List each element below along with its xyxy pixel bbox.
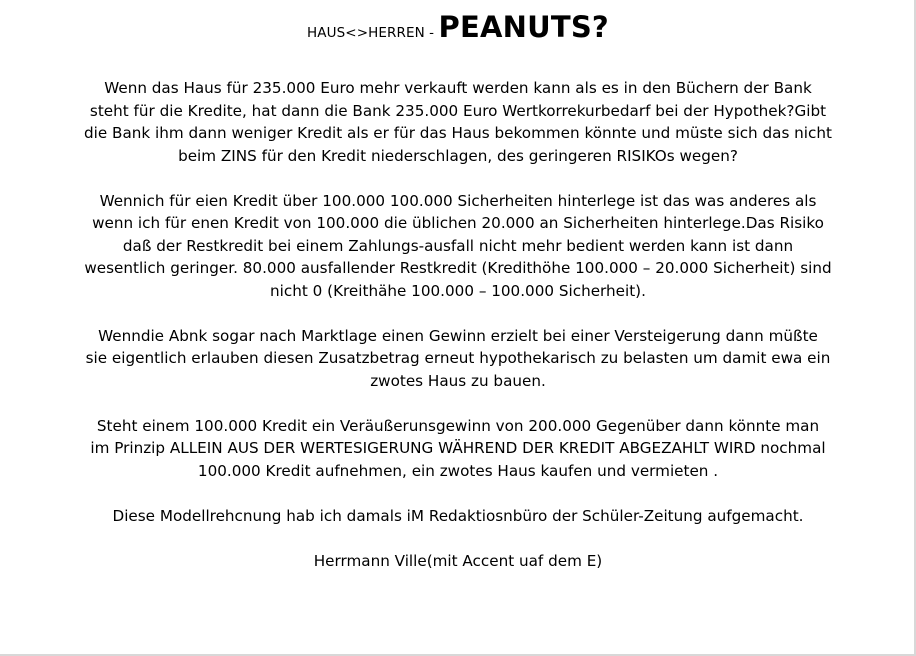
text-line: Steht einem 100.000 Kredit ein Veräußerunsgewinn von 200.000 Gegenüber dann könnte man: [96, 416, 820, 435]
signature-line: [14, 550, 902, 573]
text-line: beim ZINS für den Kredit niederschlagen, des geringeren RISIKOs wegen?: [178, 146, 738, 165]
paragraph-4: [14, 415, 902, 483]
text-line: steht für die Kredite, hat dann die Bank 235.000 Euro Wertkorrekurbedarf bei der Hypothek?Gibt: [89, 101, 827, 120]
text-line: Herrmann Ville(mit Accent uaf dem E): [313, 551, 603, 570]
text-line: daß der Restkredit bei einem Zahlungs-ausfall nicht mehr bedient werden kann ist dann: [122, 236, 794, 255]
text-line: wesentlich geringer. 80.000 ausfallender Restkredit (Kredithöhe 100.000 – 20.000 Sicherheit) sind: [84, 259, 832, 277]
text-line: Wenndie Abnk sogar nach Marktlage einen Gewinn erzielt bei einer Versteigerung dann müßte: [98, 326, 818, 345]
paragraph-2: [14, 190, 902, 303]
text-line: 100.000 Kredit aufnehmen, ein zwotes Haus kaufen und vermieten .: [197, 461, 719, 480]
text-line: zwotes Haus zu bauen.: [370, 371, 546, 390]
body-text: [14, 77, 902, 595]
text-line: Diese Modellrehcnung hab ich damals iM Redaktiosnbüro der Schüler-Zeitung aufgemacht.: [112, 506, 804, 525]
text-line: sie eigentlich erlauben diesen Zusatzbetrag erneut hypothekarisch zu belasten um damit ewa ein: [85, 349, 831, 367]
text-line: Wenn das Haus für 235.000 Euro mehr verkauft werden kann als es in den Büchern der Bank: [104, 79, 812, 97]
paragraph-5: [14, 505, 902, 528]
title-prefix: HAUS<>HERREN -: [307, 25, 439, 41]
text-line: im Prinzip ALLEIN AUS DER WERTESIGERUNG WÄHREND DER KREDIT ABGEZAHLT WIRD nochmal: [90, 439, 826, 457]
text-line: wenn ich für enen Kredit von 100.000 die üblichen 20.000 an Sicherheiten hinterlege.Das Risiko: [92, 214, 824, 232]
page-title: [0, 10, 916, 44]
text-line: die Bank ihm dann weniger Kredit als er für das Haus bekommen könnte und müste sich das nicht: [84, 124, 832, 142]
paragraph-1: [14, 77, 902, 167]
title-main: PEANUTS?: [438, 10, 609, 44]
text-line: nicht 0 (Kreithähe 100.000 – 100.000 Sicherheit).: [270, 281, 646, 300]
paragraph-3: [14, 325, 902, 393]
text-line: Wennich für eien Kredit über 100.000 100.000 Sicherheiten hinterlege ist das was anderes als: [99, 191, 817, 210]
